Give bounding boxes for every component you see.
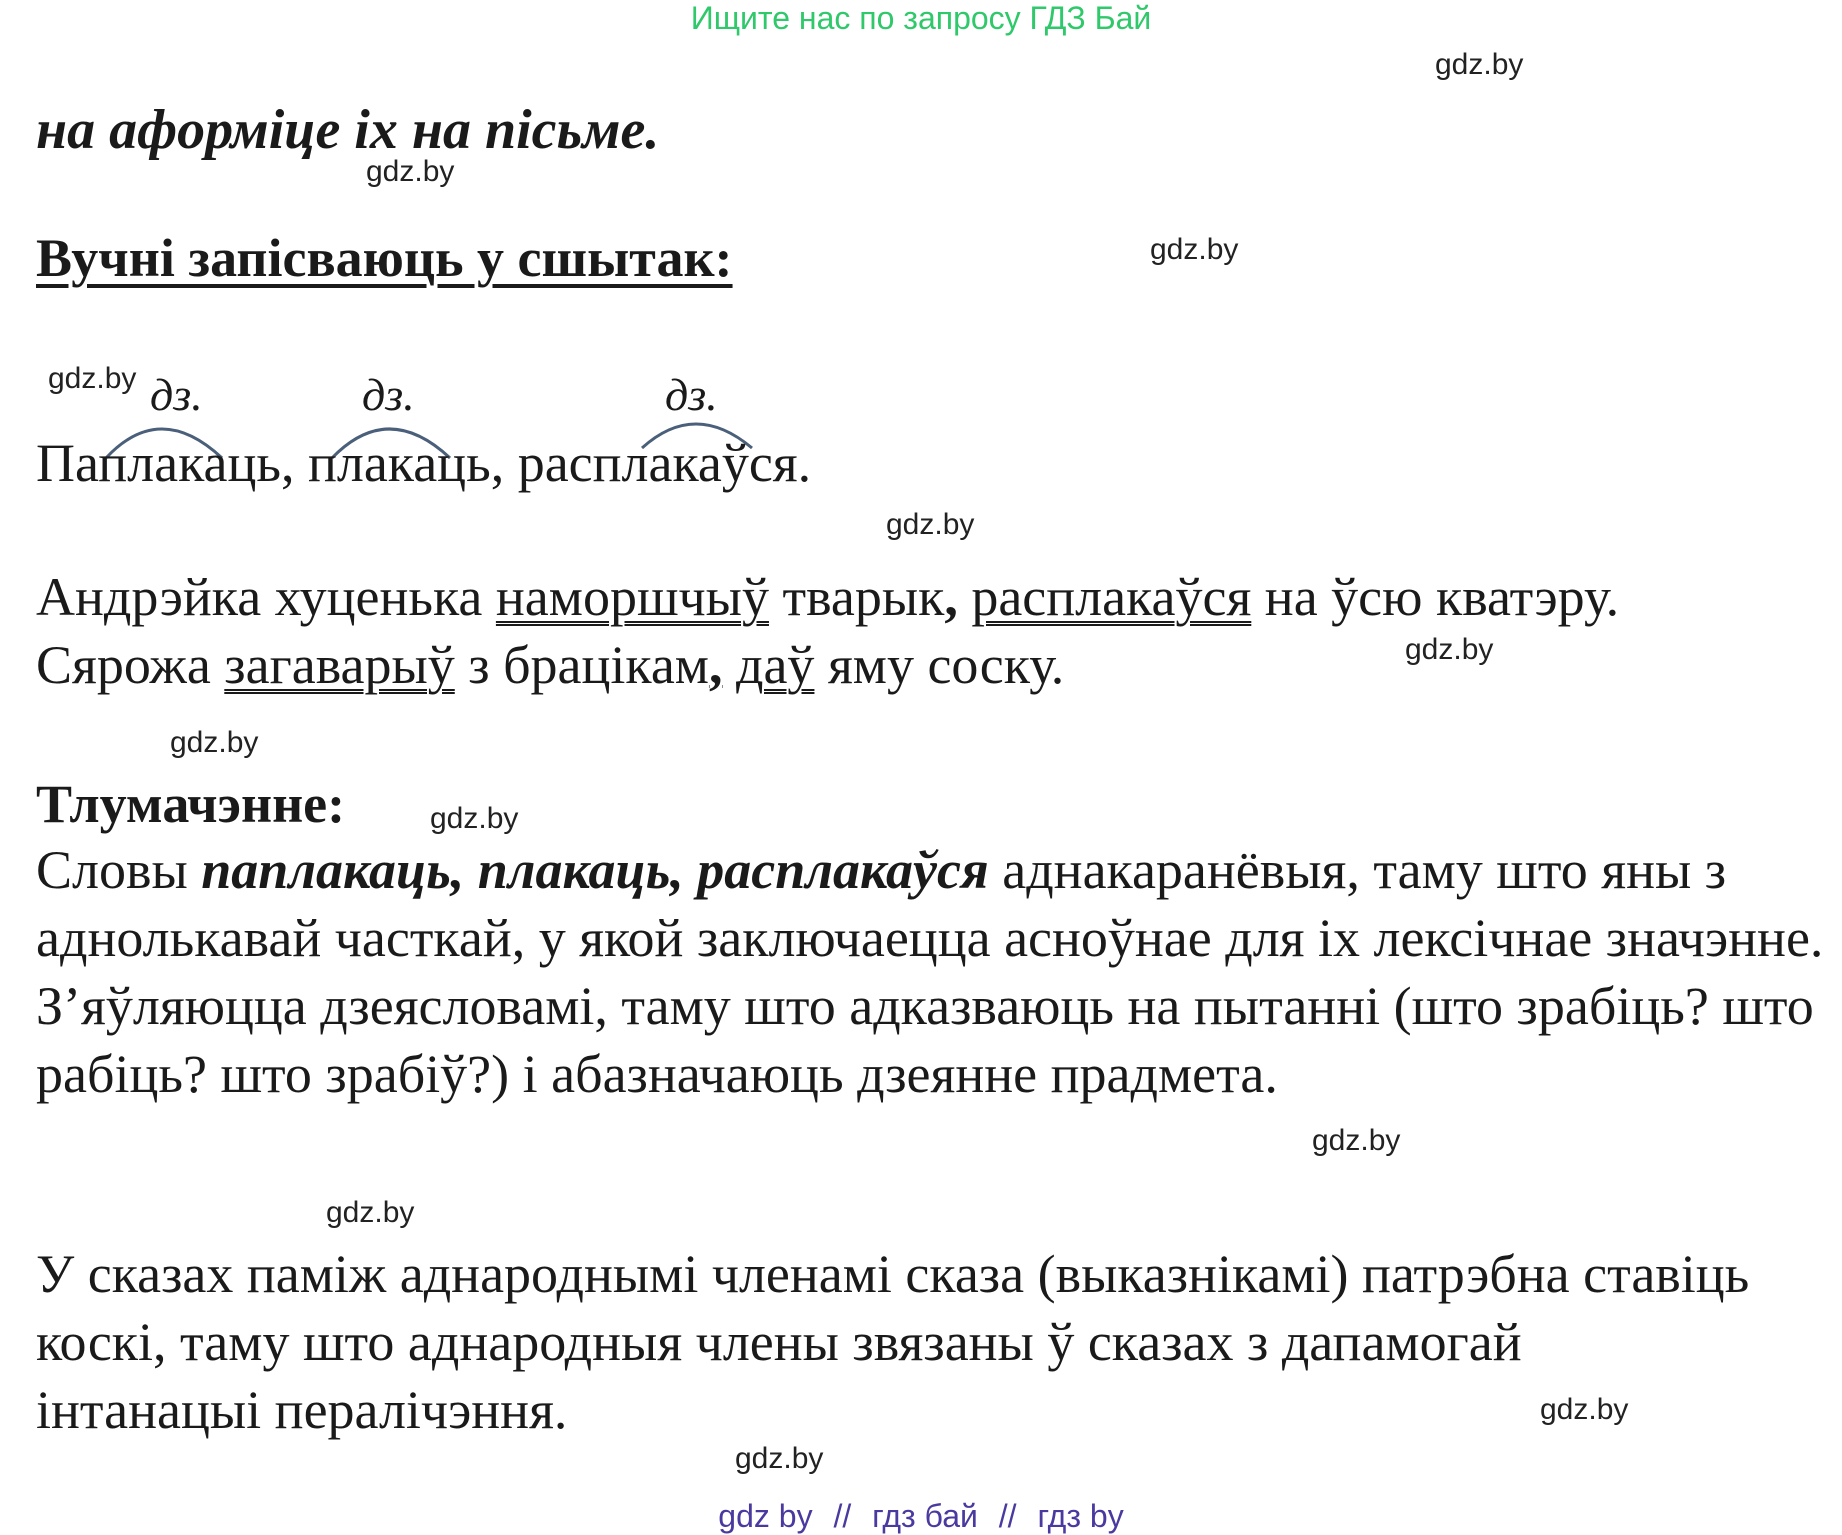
watermark: gdz.by bbox=[366, 155, 455, 188]
explanation-words: паплакаць, плакаць, расплакаўся bbox=[201, 840, 989, 900]
watermark: gdz.by bbox=[1405, 633, 1494, 666]
watermark: gdz.by bbox=[1150, 233, 1239, 266]
sentence-text: з брацікам bbox=[454, 635, 709, 695]
sentence-text: на ўсю кватэру. bbox=[1251, 567, 1620, 627]
sentence-text: яму соску. bbox=[814, 635, 1065, 695]
sentence-1 bbox=[36, 566, 1619, 628]
watermark: gdz.by bbox=[170, 726, 259, 759]
predicate: наморшчыў bbox=[495, 567, 769, 627]
sentence-text: Сярожа bbox=[36, 635, 225, 695]
root-mark: дз. bbox=[150, 369, 203, 420]
intro-line: на аформіце іх на пісьме. bbox=[36, 99, 660, 161]
space bbox=[958, 567, 972, 627]
footer-separator: // bbox=[833, 1498, 852, 1534]
sentence-text: Андрэйка хуценька bbox=[36, 567, 496, 627]
footer-link[interactable]: gdz by bbox=[718, 1498, 813, 1534]
comma: , bbox=[944, 567, 958, 627]
watermark: gdz.by bbox=[1435, 48, 1524, 81]
top-banner: Ищите нас по запросу ГДЗ Бай bbox=[690, 0, 1152, 36]
watermark: gdz.by bbox=[1540, 1393, 1629, 1426]
footer-link[interactable]: гдз by bbox=[1037, 1498, 1124, 1534]
footer bbox=[0, 1498, 1842, 1535]
watermark: gdz.by bbox=[1312, 1124, 1401, 1157]
space bbox=[722, 635, 736, 695]
explanation-text: Словы bbox=[36, 840, 202, 900]
predicate: даў bbox=[735, 635, 815, 695]
footer-separator: // bbox=[998, 1498, 1017, 1534]
watermark: gdz.by bbox=[326, 1196, 415, 1229]
comma: , bbox=[708, 635, 723, 695]
watermark: gdz.by bbox=[430, 802, 519, 835]
watermark: gdz.by bbox=[735, 1442, 824, 1475]
section-heading: Вучні запісваюць у сшытак: bbox=[36, 228, 733, 288]
root-mark: дз. bbox=[362, 369, 415, 420]
sentence-text: тварык bbox=[768, 567, 945, 627]
conclusion-paragraph: У сказах паміж аднароднымі членамі сказа (выказнікамі) патрэбна ставіць коскі, таму што аднародныя члены звязаны ў сказах з дапамогай інтанацыі пералічэння. bbox=[36, 1244, 1750, 1440]
explanation-paragraph bbox=[36, 836, 1836, 1108]
explanation-text: аднакаранёвыя, таму што яны з аднолькавай часткай, у якой заключаецца асноўнае для іх лексічнае значэнне. З’яўляюцца дзеясловамі, таму што адказваюць на пытанні (што зрабіць? што рабіць? што зрабіў?) і абазначаюць дзеянне прадмета. bbox=[36, 840, 1824, 1104]
root-mark: дз. bbox=[665, 369, 718, 420]
watermark: gdz.by bbox=[48, 362, 137, 395]
footer-link[interactable]: гдз бай bbox=[872, 1498, 978, 1534]
words-line: Паплакаць, плакаць, расплакаўся. bbox=[36, 433, 812, 493]
watermark: gdz.by bbox=[886, 508, 975, 541]
predicate: расплакаўся bbox=[971, 567, 1252, 627]
predicate: загаварыў bbox=[224, 635, 455, 695]
explanation-title: Тлумачэнне: bbox=[36, 774, 346, 834]
sentence-2 bbox=[36, 634, 1064, 696]
